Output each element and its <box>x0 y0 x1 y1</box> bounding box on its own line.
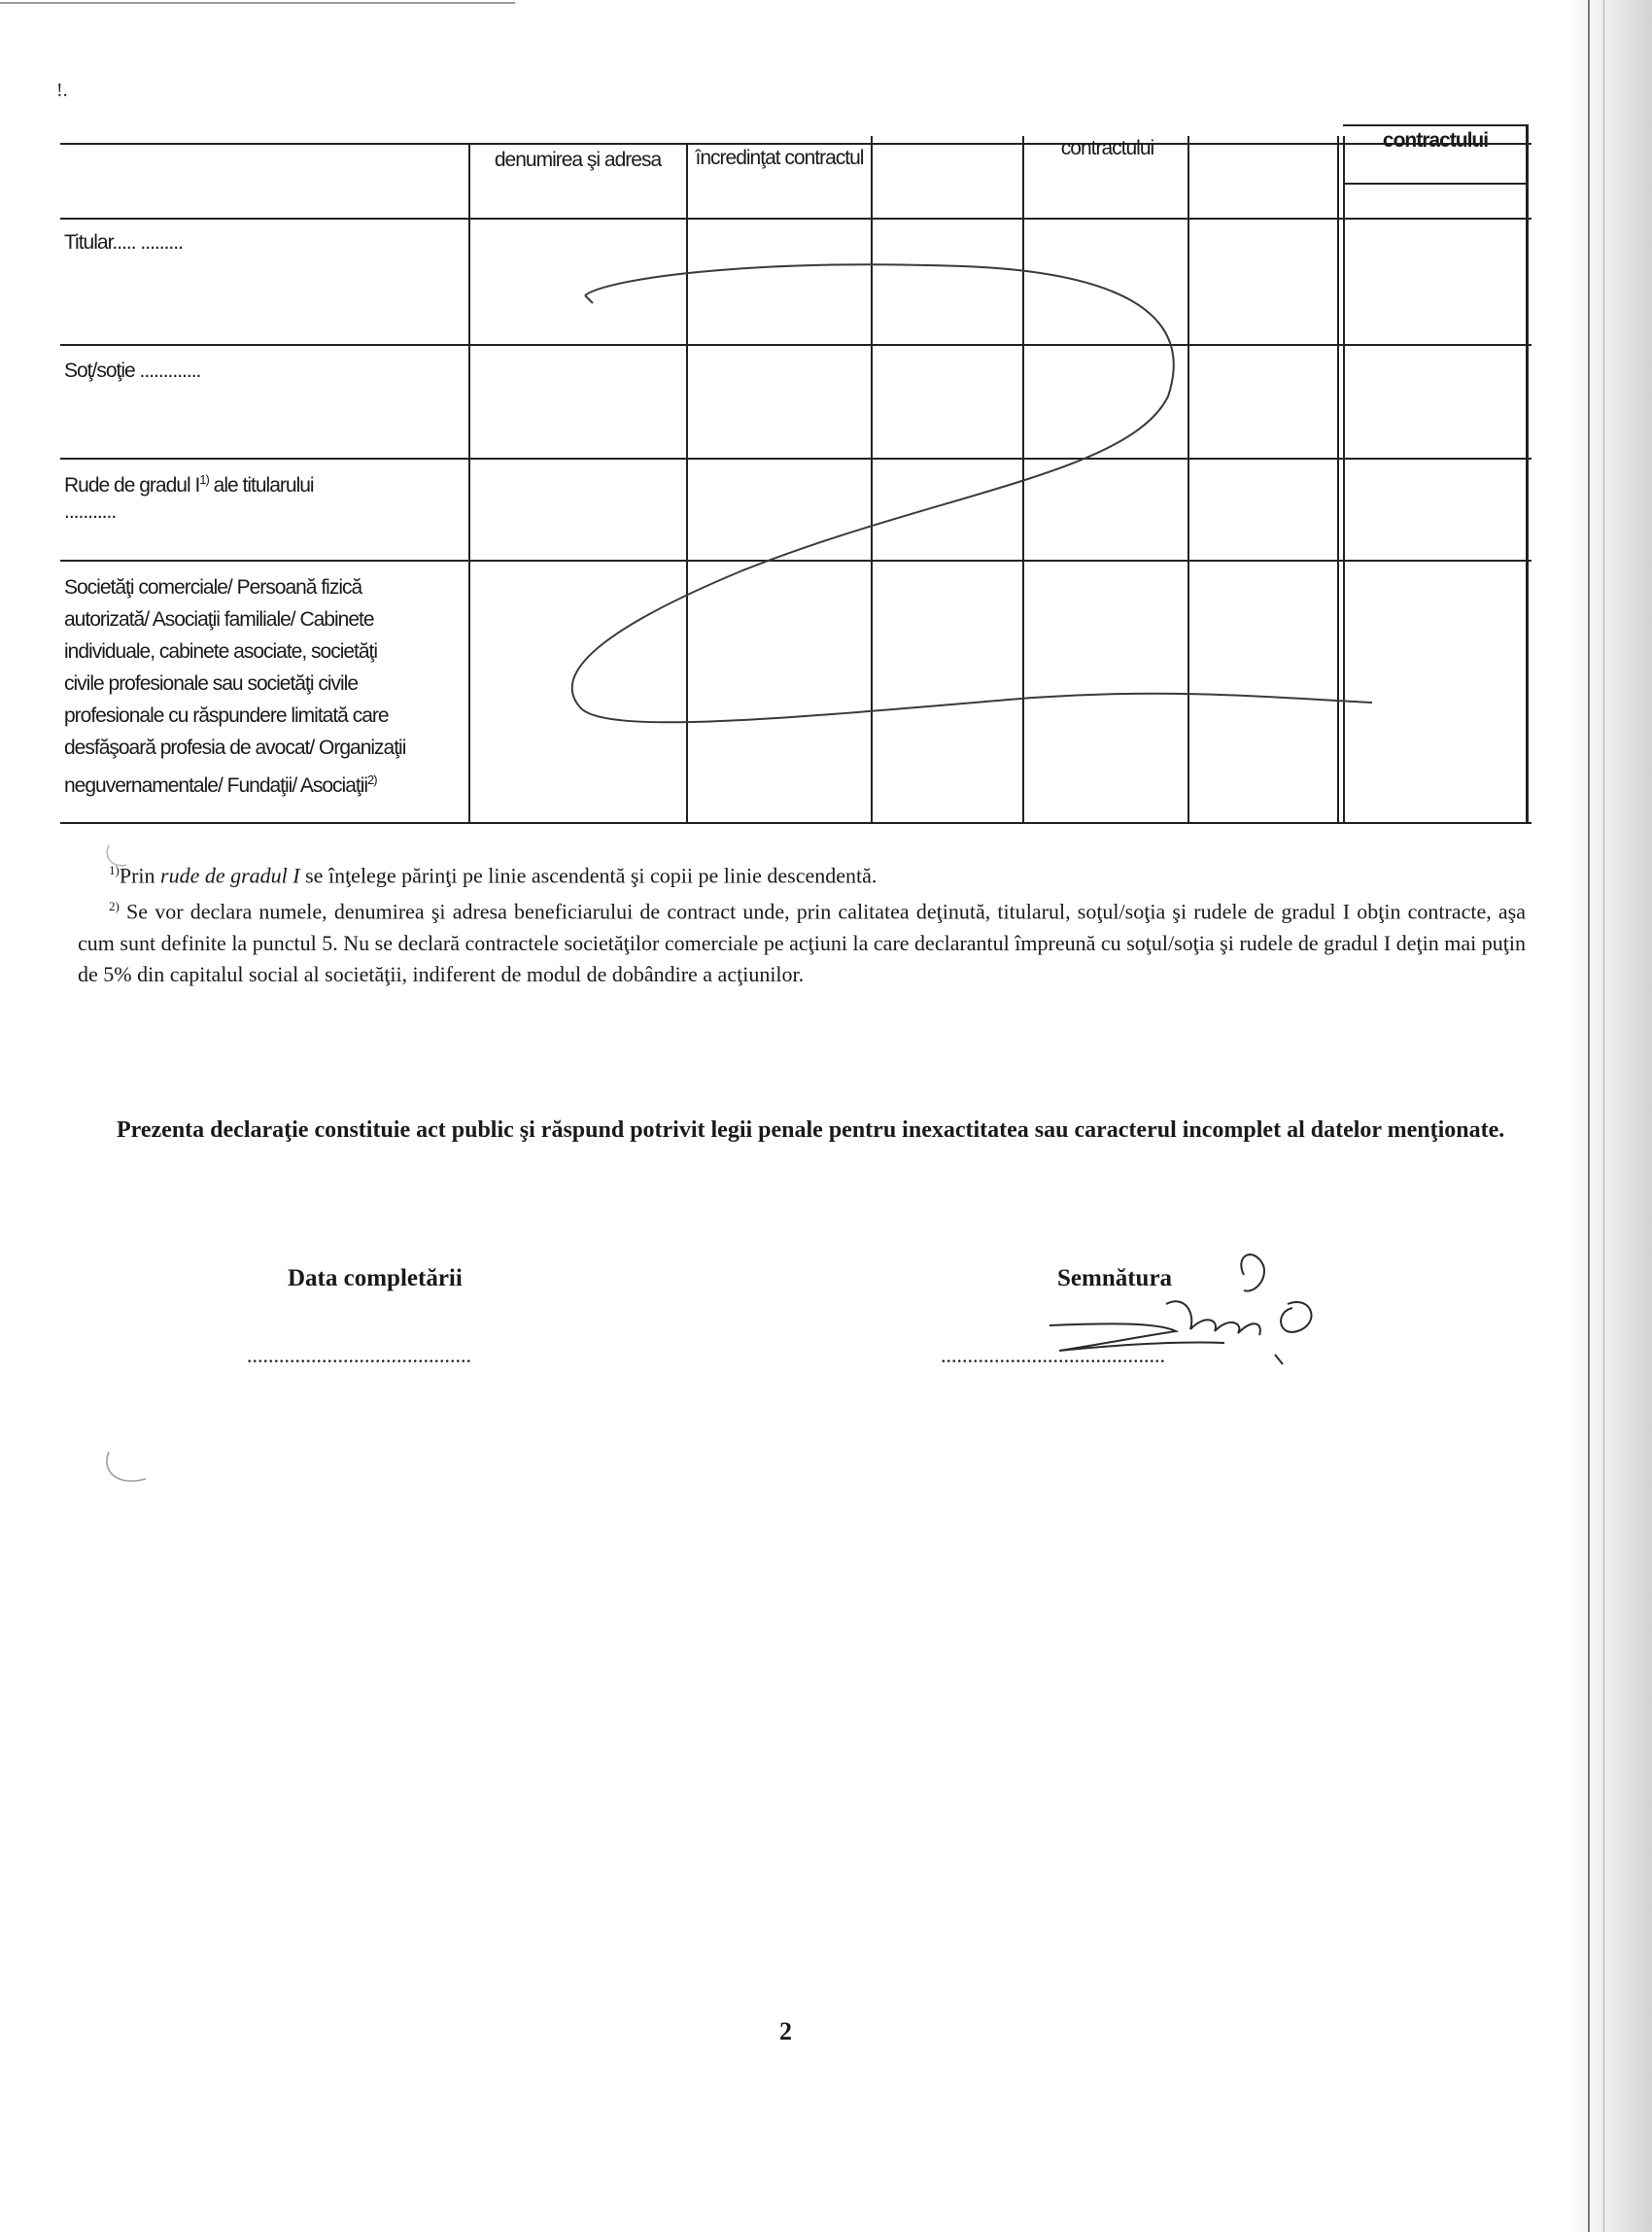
societati-line-5: profesionale cu răspundere limitată care <box>64 704 389 727</box>
footnote-1 <box>78 855 1526 891</box>
societati-line-6: desfăşoară profesia de avocat/ Organizaţii <box>64 737 406 759</box>
scan-mark-hook-upper <box>99 843 138 882</box>
societati-line-2: autorizată/ Asociaţii familiale/ Cabinete <box>64 608 374 631</box>
societati-line-4: civile profesionale sau societăţi civile <box>64 672 358 695</box>
signature-field: .......................................... <box>941 1343 1165 1367</box>
societati-line-7: neguvernamentale/ Fundaţii/ Asociaţii <box>64 774 368 797</box>
row-label-sot-sotie: Soţ/soţie ............. <box>64 360 201 382</box>
contracts-table <box>60 124 1532 824</box>
footnote-1-marker: 1) <box>109 863 120 877</box>
footnote-1-italic: rude de gradul I <box>160 863 300 888</box>
legal-statement-text: Prezenta declaraţie constituie act public şi răspund potrivit legii penale pentru inexactitatea sau caracterul incomplet al datelor menţionate. <box>117 1117 1505 1143</box>
cross-out-scribble <box>60 124 1532 824</box>
footnotes <box>78 855 1526 990</box>
societati-line-1: Societăţi comerciale/ Persoană fizică <box>64 576 362 599</box>
societati-sup: 2) <box>367 773 377 787</box>
signature-label: Semnătura <box>1057 1265 1173 1291</box>
page-number: 2 <box>779 2017 792 2045</box>
legal-statement <box>78 1114 1526 1147</box>
header-denumirea-adresa: denumirea şi adresa <box>494 149 662 171</box>
row-label-titular: Titular..... ......... <box>64 231 183 254</box>
footnote-1-prefix: Prin <box>119 863 161 888</box>
row-label-rude-text: Rude de gradul I <box>64 474 200 497</box>
societati-line-3: individuale, cabinete asociate, societăţi <box>64 640 378 663</box>
scan-edge-top <box>0 2 515 4</box>
scan-shadow-right <box>1565 0 1652 2232</box>
handwritten-signature <box>1020 1236 1341 1372</box>
row-label-rude-sup: 1) <box>199 472 209 487</box>
footnote-2 <box>78 891 1526 989</box>
footnote-2-text: Se vor declara numele, denumirea şi adresa beneficiarului de contract unde, prin calitatea deţinută, titularul, soţul/soţia şi rudele de gradul I obţin contracte, aşa cum sunt definite la punctul 5. Nu se declară contractele societăţilor comerciale pe acţiuni la care declarantul împreună cu soţul/soţia şi rudele de gradul I deţin mai puţin de 5% din capitalul social al societăţii, indiferent de modul de dobândire a acţiunilor. <box>78 899 1526 986</box>
margin-mark: !. <box>56 80 68 101</box>
scan-edge-right-secondary <box>1603 0 1604 2232</box>
date-field: .......................................... <box>247 1343 471 1367</box>
header-contractului: contractului <box>1060 137 1154 159</box>
scan-mark-hook <box>97 1448 155 1506</box>
footnote-1-text: se înţelege părinţi pe linie ascendentă şi copii pe linie descendentă. <box>299 863 878 888</box>
scan-edge-right <box>1588 0 1590 2232</box>
header-incredintat-contractul: încredinţat contractul <box>695 147 864 169</box>
header-contractului-right: contractului <box>1382 129 1489 152</box>
footnote-2-marker: 2) <box>109 899 120 914</box>
row-label-rude-text-b: ale titularului <box>208 474 314 497</box>
date-label: Data completării <box>288 1265 463 1291</box>
row-label-rude-dots: ........... <box>64 500 117 523</box>
